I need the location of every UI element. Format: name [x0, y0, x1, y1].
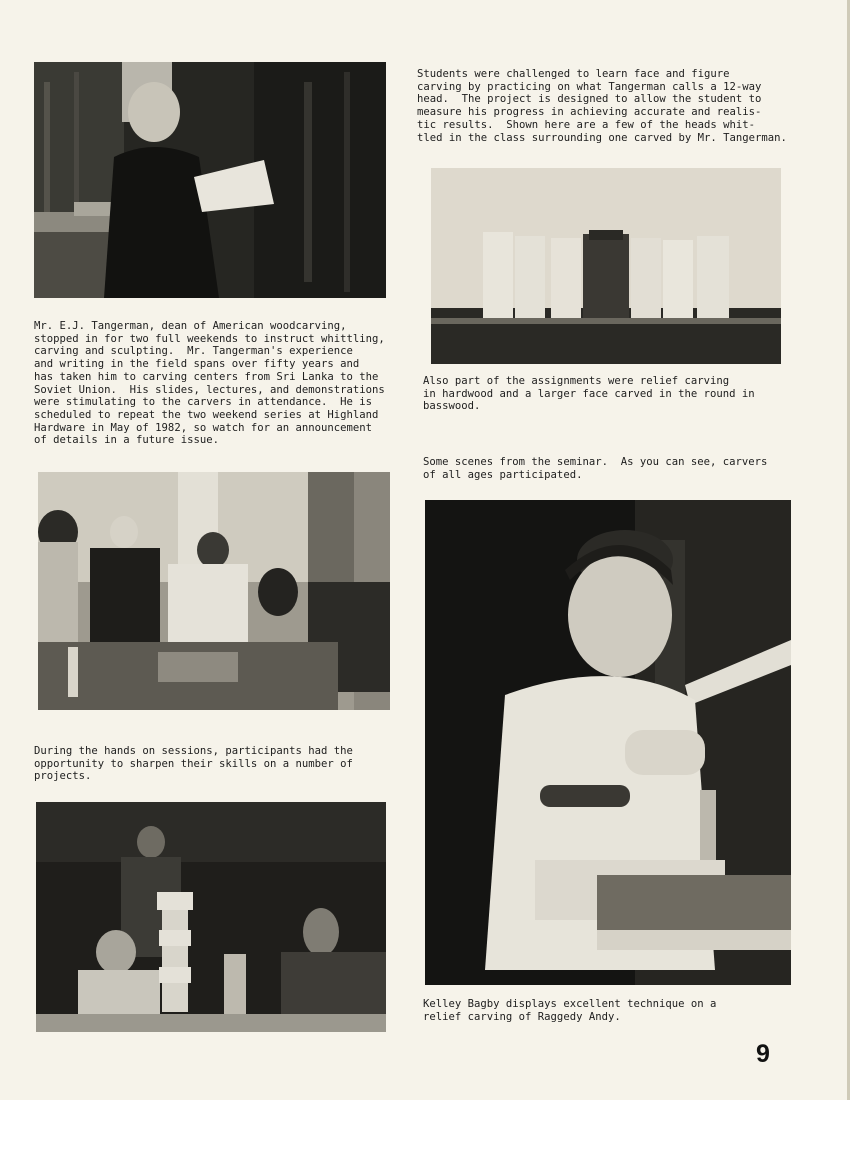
page-number: 9	[756, 1040, 770, 1068]
photo-carvers-totem	[36, 802, 386, 1032]
caption-kelley: Kelley Bagby displays excellent technique on a relief carving of Raggedy Andy.	[423, 998, 717, 1023]
photo-kelley-bagby	[425, 500, 791, 985]
photo-hands-on-session	[38, 472, 390, 710]
caption-hands-on: During the hands on sessions, participants had the opportunity to sharpen their skills on a number of projects.	[34, 745, 353, 783]
caption-tangerman: Mr. E.J. Tangerman, dean of American woodcarving, stopped in for two full weekends to instruct whittling, carving and sculpting. Mr. Tangerman's experience and writing in the field spans over fifty years and has taken him to carving centers from Sri Lanka to the Soviet Union. His slides, lectures, and demonstrations were stimulating to the carvers in attendance. He is scheduled to repeat the two weekend series at Highland Hardware in May of 1982, so watch for an announcement of details in a future issue.	[34, 320, 385, 447]
photo-carved-heads	[431, 168, 781, 364]
caption-heads: Students were challenged to learn face and figure carving by practicing on what Tangerman calls a 12-way head. The project is designed to allow the student to measure his progress in achieving accurate and realis- tic results. Shown here are a few of the heads whit- tled in the class surrounding one carved by Mr. Tangerman.	[417, 68, 787, 144]
photo-tangerman-lecturing	[34, 62, 386, 298]
caption-relief: Also part of the assignments were relief carving in hardwood and a larger face carved in the round in basswood.	[423, 375, 755, 413]
caption-scenes: Some scenes from the seminar. As you can see, carvers of all ages participated.	[423, 456, 768, 481]
